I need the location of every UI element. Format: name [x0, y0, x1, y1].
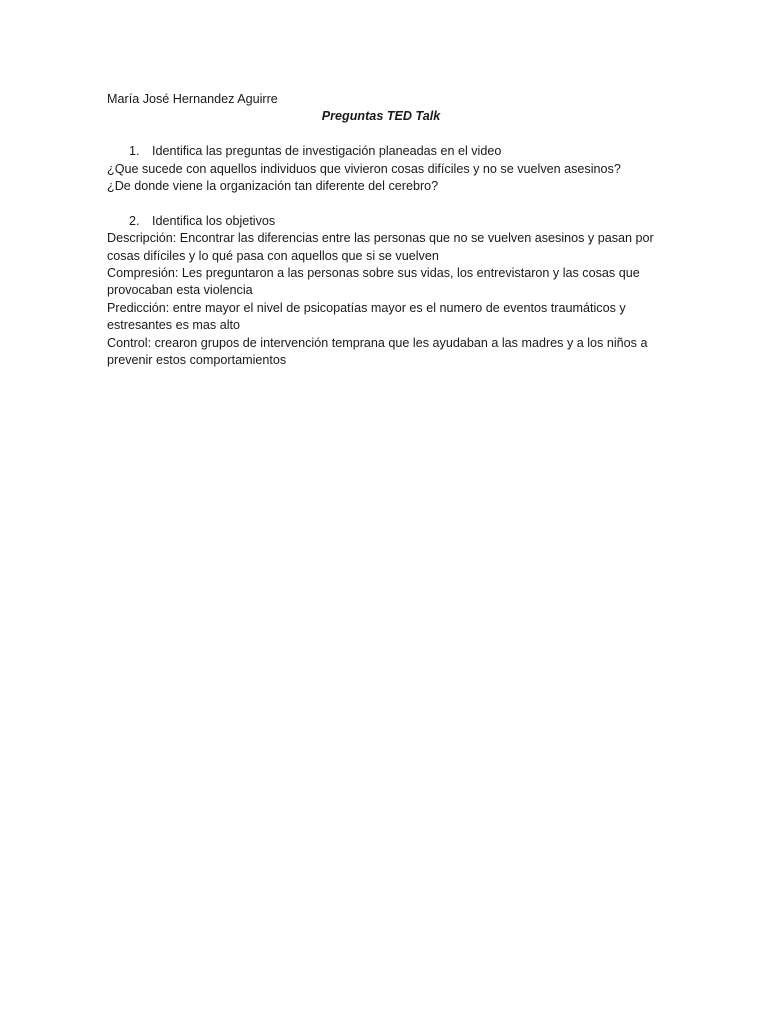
- research-question-1: ¿Que sucede con aquellos individuos que vivieron cosas difíciles y no se vuelven asesinos?: [107, 161, 621, 176]
- section-2-heading: [107, 213, 655, 230]
- objective-comprehension: Compresión: Les preguntaron a las personas sobre sus vidas, los entrevistaron y las cosas que provocaban esta violencia: [107, 266, 640, 298]
- blank-line: [107, 126, 655, 143]
- objective-prediction: Predicción: entre mayor el nivel de psicopatías mayor es el numero de eventos traumáticos y estresantes es mas alto: [107, 300, 626, 333]
- document-title: Preguntas TED Talk: [321, 109, 441, 124]
- blank-line: [107, 195, 655, 212]
- section-1-number: 1.: [129, 144, 140, 159]
- section-1-heading: [107, 143, 655, 160]
- research-question-2: ¿De donde viene la organización tan diferente del cerebro?: [107, 179, 439, 194]
- section-1-heading-text: Identifica las preguntas de investigación planeadas en el video: [152, 144, 502, 159]
- objective-control: Control: crearon grupos de intervención temprana que les ayudaban a las madres y a los niños a prevenir estos comportamientos: [107, 335, 648, 368]
- document-body: [107, 91, 655, 369]
- author-name: María José Hernandez Aguirre: [107, 92, 278, 106]
- section-2-heading-text: Identifica los objetivos: [152, 213, 276, 228]
- section-2-number: 2.: [129, 213, 140, 228]
- objective-description: Descripción: Encontrar las diferencias entre las personas que no se vuelven asesinos y pasan por cosas difíciles y lo qué pasa con aquellos que si se vuelven: [107, 231, 654, 263]
